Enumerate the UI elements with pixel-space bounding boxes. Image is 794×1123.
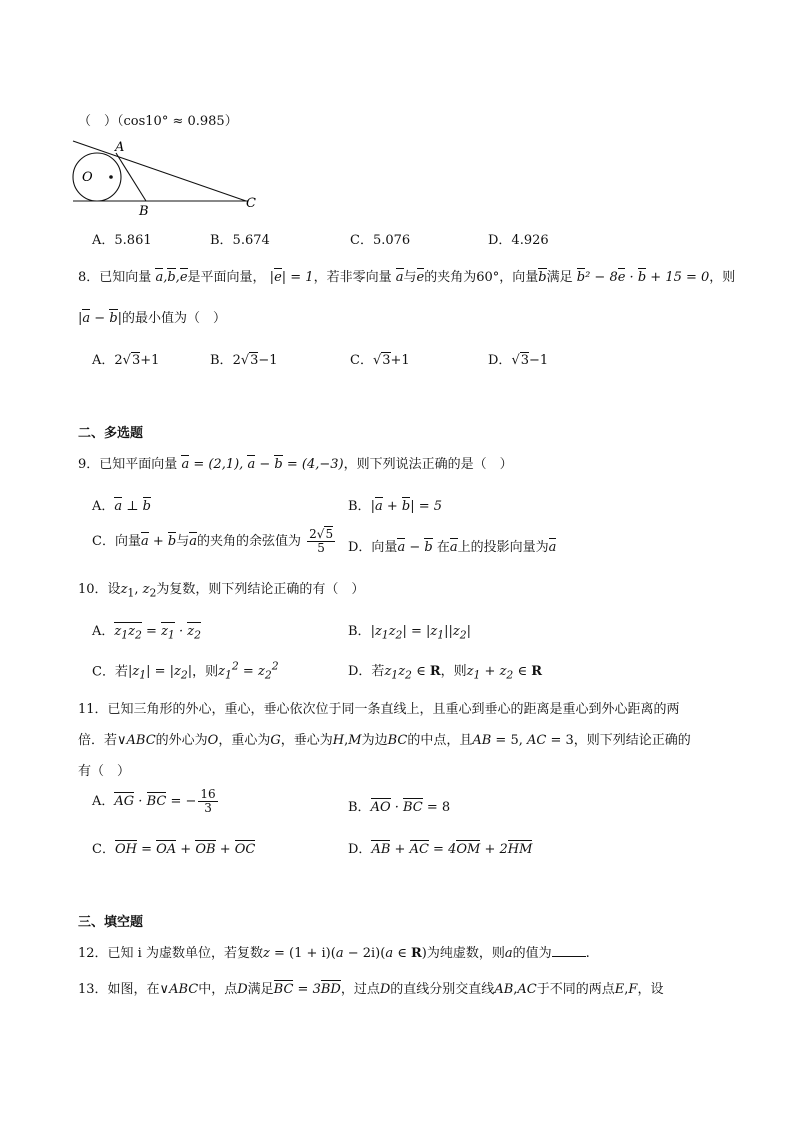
q10-stem: 10．设$z_1$, $z_2$为复数，则下列结论正确的有（ ） bbox=[78, 582, 365, 600]
label-a: A bbox=[115, 140, 125, 155]
q8-option-b[interactable]: B．2√3−1 bbox=[210, 353, 278, 368]
q9-stem: 9．已知平面向量 a = (2,1), a − b = (4,−3)，则下列说法正确的是（ ） bbox=[78, 457, 513, 472]
q7-option-d[interactable]: D．4.926 bbox=[488, 233, 549, 248]
q9-option-a[interactable]: A．a ⊥ b bbox=[92, 499, 151, 514]
q11-option-c[interactable]: C．OH = OA + OB + OC bbox=[92, 842, 256, 857]
q11-line1: 11．已知三角形的外心，重心，垂心依次位于同一条直线上，且重心到垂心的距离是重心到外心距离的两 bbox=[78, 702, 680, 717]
label-o: O bbox=[82, 170, 93, 185]
q13-stem: 13．如图，在∨ABC中，点D满足BC = 3BD，过点D的直线分别交直线AB,AC于不同的两点E,F，设 bbox=[78, 982, 664, 997]
q11-option-d[interactable]: D．AB + AC = 4OM + 2HM bbox=[348, 842, 533, 857]
q10-option-b[interactable]: B．$|z_1z_2| = |z_1||z_2|$ bbox=[348, 624, 471, 642]
q7-prompt-tail: （ ）（cos10° ≈ 0.985） bbox=[78, 114, 238, 129]
q7-geometry-figure bbox=[68, 136, 268, 216]
figure-circle bbox=[73, 153, 121, 201]
q9-option-b[interactable]: B．|a + b| = 5 bbox=[348, 499, 443, 514]
figure-center-dot bbox=[109, 175, 113, 179]
q11-line2: 倍．若∨ABC的外心为O，重心为G，垂心为H,M为边BC的中点，且AB = 5, AC = 3，则下列结论正确的 bbox=[78, 733, 691, 748]
q7-option-b[interactable]: B．5.674 bbox=[210, 233, 270, 248]
q10-option-c[interactable]: C．若$|z_1| = |z_2|$，则$z_1^2 = z_2^2$ bbox=[92, 660, 279, 682]
label-b: B bbox=[139, 204, 149, 216]
label-c: C bbox=[246, 196, 256, 211]
figure-tangent-line-ac bbox=[73, 141, 246, 201]
section-fill-blank-title: 三、填空题 bbox=[78, 915, 144, 930]
section-multi-choice-title: 二、多选题 bbox=[78, 426, 144, 441]
q8-option-d[interactable]: D．√3−1 bbox=[488, 353, 549, 368]
q12-stem: 12．已知 i 为虚数单位，若复数z = (1 + i)(a − 2i)(a ∈ R)为纯虚数，则a的值为 . bbox=[78, 946, 590, 961]
q7-option-c[interactable]: C．5.076 bbox=[350, 233, 411, 248]
q10-option-a[interactable]: A．$z_1z_2 = z_1 \cdot z_2$ bbox=[92, 624, 201, 642]
q8-option-c[interactable]: C．√3+1 bbox=[350, 353, 410, 368]
q10-option-d[interactable]: D．若$z_1z_2$ ∈ R，则$z_1 + z_2$ ∈ R bbox=[348, 664, 543, 682]
q7-option-a[interactable]: A．5.861 bbox=[92, 233, 152, 248]
q11-line3: 有（ ） bbox=[78, 764, 131, 779]
q11-option-b[interactable]: B．AO · BC = 8 bbox=[348, 800, 451, 815]
q9-option-d[interactable]: D．向量a − b 在a上的投影向量为a bbox=[348, 540, 557, 555]
q11-option-a[interactable]: A．AG · BC = − $\frac{16}{3}$ bbox=[92, 787, 216, 815]
q9-option-c[interactable]: C．向量a + b与a的夹角的余弦值为 $\frac{2√5}{5}$ bbox=[92, 527, 334, 555]
q12-answer-blank[interactable] bbox=[552, 944, 586, 957]
q8-line2: |a − b|的最小值为（ ） bbox=[78, 311, 227, 326]
q8-line1: 8．已知向量 a,b,e是平面向量， |e| = 1，若非零向量 a与e的夹角为60°，向量b满足 b² − 8e · b + 15 = 0，则 bbox=[78, 270, 736, 285]
q8-option-a[interactable]: A．2√3+1 bbox=[92, 353, 160, 368]
